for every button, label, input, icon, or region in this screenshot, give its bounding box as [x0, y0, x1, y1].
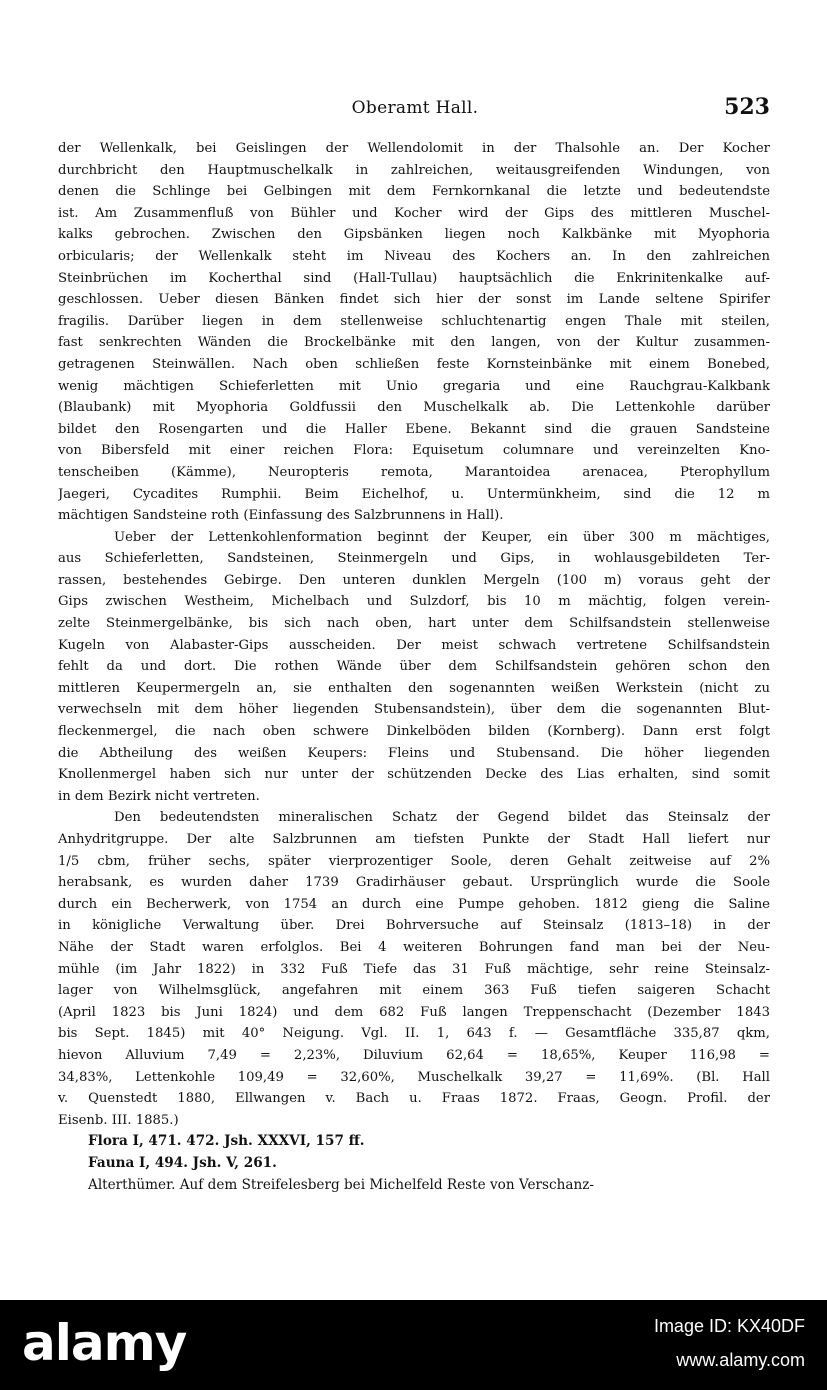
text-line: rassen, bestehendes Gebirge. Den unteren dunklen Mergeln (100 m) voraus geht der [58, 572, 770, 588]
text-line: Gips zwischen Westheim, Michelbach und Sulzdorf, bis 10 m mächtig, folgen verein- [58, 594, 770, 610]
text-line: 34,83%, Lettenkohle 109,49 = 32,60%, Muschelkalk 39,27 = 11,69%. (Bl. Hall [58, 1069, 770, 1085]
text-line: (Blaubank) mit Myophoria Goldfussii den Muschelkalk ab. Die Lettenkohle darüber [58, 400, 770, 416]
text-line: (April 1823 bis Juni 1824) und dem 682 Fuß langen Treppenschacht (Dezember 1843 [58, 1004, 770, 1020]
text-line: Jaegeri, Cycadites Rumphii. Beim Eichelhof, u. Untermünkheim, sind die 12 m [58, 486, 770, 502]
alamy-logo: alamy [22, 1314, 187, 1372]
text-line: kalks gebrochen. Zwischen den Gipsbänken liegen noch Kalkbänke mit Myophoria [58, 227, 770, 243]
page-number: 523 [724, 94, 770, 120]
stock-watermark-bar [0, 1300, 827, 1390]
text-line: denen die Schlinge bei Gelbingen mit dem Fernkornkanal die letzte und bedeutendste [58, 184, 770, 200]
text-line: 1/5 cbm, früher sechs, später vierprozentiger Soole, deren Gehalt zeitweise auf 2% [58, 853, 770, 869]
text-line: zelte Steinmergelbänke, bis sich nach oben, hart unter dem Schilfsandstein stellenweise [58, 616, 770, 632]
site-url-label: www.alamy.com [676, 1350, 805, 1370]
reference-flora: Flora I, 471. 472. Jsh. XXXVI, 157 ff. [88, 1133, 365, 1150]
text-line: mühle (im Jahr 1822) in 332 Fuß Tiefe das 31 Fuß mächtige, sehr reine Steinsalz- [58, 961, 770, 977]
paragraph-3 [58, 807, 770, 1131]
text-line: Ueber der Lettenkohlenformation beginnt der Keuper, ein über 300 m mächtiges, [114, 529, 770, 545]
text-line: mittleren Keupermergeln an, sie enthalten den sogenannten weißen Werkstein (nicht zu [58, 680, 770, 696]
text-line: der Wellenkalk, bei Geislingen der Wellendolomit in der Thalsohle an. Der Kocher [58, 141, 770, 156]
text-line: wenig mächtigen Schieferletten mit Unio gregaria und eine Rauchgrau-Kalkbank [58, 378, 770, 394]
text-line: ist. Am Zusammenfluß von Bühler und Kocher wird der Gips des mittleren Muschel- [58, 205, 770, 221]
text-line: Kugeln von Alabaster-Gips ausscheiden. Der meist schwach vertretene Schilfsandstein [58, 637, 770, 653]
text-line: durchbricht den Hauptmuschelkalk in zahlreichen, weitausgreifenden Windungen, von [58, 162, 770, 178]
paragraph-2 [58, 527, 770, 808]
text-line: von Bibersfeld mit einer reichen Flora: Equisetum columnare und vereinzelten Kno- [58, 443, 770, 459]
text-line: herabsank, es wurden daher 1739 Gradirhäuser gebaut. Ursprünglich wurde die Soole [58, 875, 770, 891]
text-line: getragenen Steinwällen. Nach oben schließen feste Kornsteinbänke mit einem Bonebed, [58, 356, 770, 372]
text-line: orbicularis; der Wellenkalk steht im Niveau des Kochers an. In den zahlreichen [58, 248, 770, 264]
text-line: die Abtheilung des weißen Keupers: Fleins und Stubensand. Die höher liegenden [58, 745, 770, 761]
text-line: v. Quenstedt 1880, Ellwangen v. Bach u. Fraas 1872. Fraas, Geogn. Profil. der [58, 1091, 770, 1107]
text-line: fast senkrechten Wänden die Brockelbänke mit den langen, von der Kultur zusammen- [58, 335, 770, 351]
text-line: Anhydritgruppe. Der alte Salzbrunnen am tiefsten Punkte der Stadt Hall liefert nur [58, 832, 770, 847]
text-line: Knollenmergel haben sich nur unter der schützenden Decke des Lias erhalten, sind somit [58, 767, 770, 783]
page-header [60, 96, 770, 126]
running-head: Oberamt Hall. [351, 98, 479, 118]
text-line: Den bedeutendsten mineralischen Schatz der Gegend bildet das Steinsalz der [114, 810, 770, 826]
section-alterthuemer: Alterthümer. Auf dem Streifelesberg bei Michelfeld Reste von Verschanz- [88, 1176, 594, 1193]
text-line: aus Schieferletten, Sandsteinen, Steinmergeln und Gips, in wohlausgebildeten Ter- [58, 551, 770, 567]
text-line: verwechseln mit dem höher liegenden Stubensandstein), über dem die sogenannten Blut- [58, 702, 770, 718]
text-line: bis Sept. 1845) mit 40° Neigung. Vgl. II. 1, 643 f. — Gesamtfläche 335,87 qkm, [58, 1026, 770, 1042]
text-line: in dem Bezirk nicht vertreten. [58, 788, 260, 804]
text-line: in königliche Verwaltung über. Drei Bohrversuche auf Steinsalz (1813–18) in der [58, 918, 770, 934]
text-line: hievon Alluvium 7,49 = 2,23%, Diluvium 62,64 = 18,65%, Keuper 116,98 = [58, 1047, 770, 1063]
text-line: durch ein Becherwerk, von 1754 an durch eine Pumpe gehoben. 1812 gieng die Saline [58, 896, 770, 912]
text-line: Eisenb. III. 1885.) [58, 1112, 179, 1128]
text-line: geschlossen. Ueber diesen Bänken findet sich hier der sonst im Lande seltene Spirifer [58, 292, 770, 308]
text-line: Steinbrüchen im Kocherthal sind (Hall-Tullau) hauptsächlich die Enkrinitenkalke auf- [58, 270, 770, 286]
text-line: lager von Wilhelmsglück, angefahren mit einem 363 Fuß tiefen saigeren Schacht [58, 983, 770, 999]
reference-fauna: Fauna I, 494. Jsh. V, 261. [88, 1154, 277, 1171]
text-line: fehlt da und dort. Die rothen Wände über dem Schilfsandstein gehören schon den [58, 659, 770, 675]
image-id-label: Image ID: KX40DF [653, 1316, 805, 1336]
text-line: Nähe der Stadt waren erfolglos. Bei 4 weiteren Bohrungen fand man bei der Neu- [58, 939, 770, 955]
text-line: fragilis. Darüber liegen in dem stellenweise schluchtenartig engen Thale mit steilen, [58, 313, 770, 329]
paragraph-1 [58, 138, 770, 527]
text-line: bildet den Rosengarten und die Haller Ebene. Bekannt sind die grauen Sandsteine [58, 421, 770, 437]
text-line: fleckenmergel, die nach oben schwere Dinkelböden bilden (Kornberg). Dann erst folgt [58, 724, 770, 740]
body-text [58, 138, 770, 1196]
text-line: tenscheiben (Kämme), Neuropteris remota, Marantoidea arenacea, Pterophyllum [58, 464, 770, 480]
text-line: mächtigen Sandsteine roth (Einfassung des Salzbrunnens in Hall). [58, 508, 504, 524]
